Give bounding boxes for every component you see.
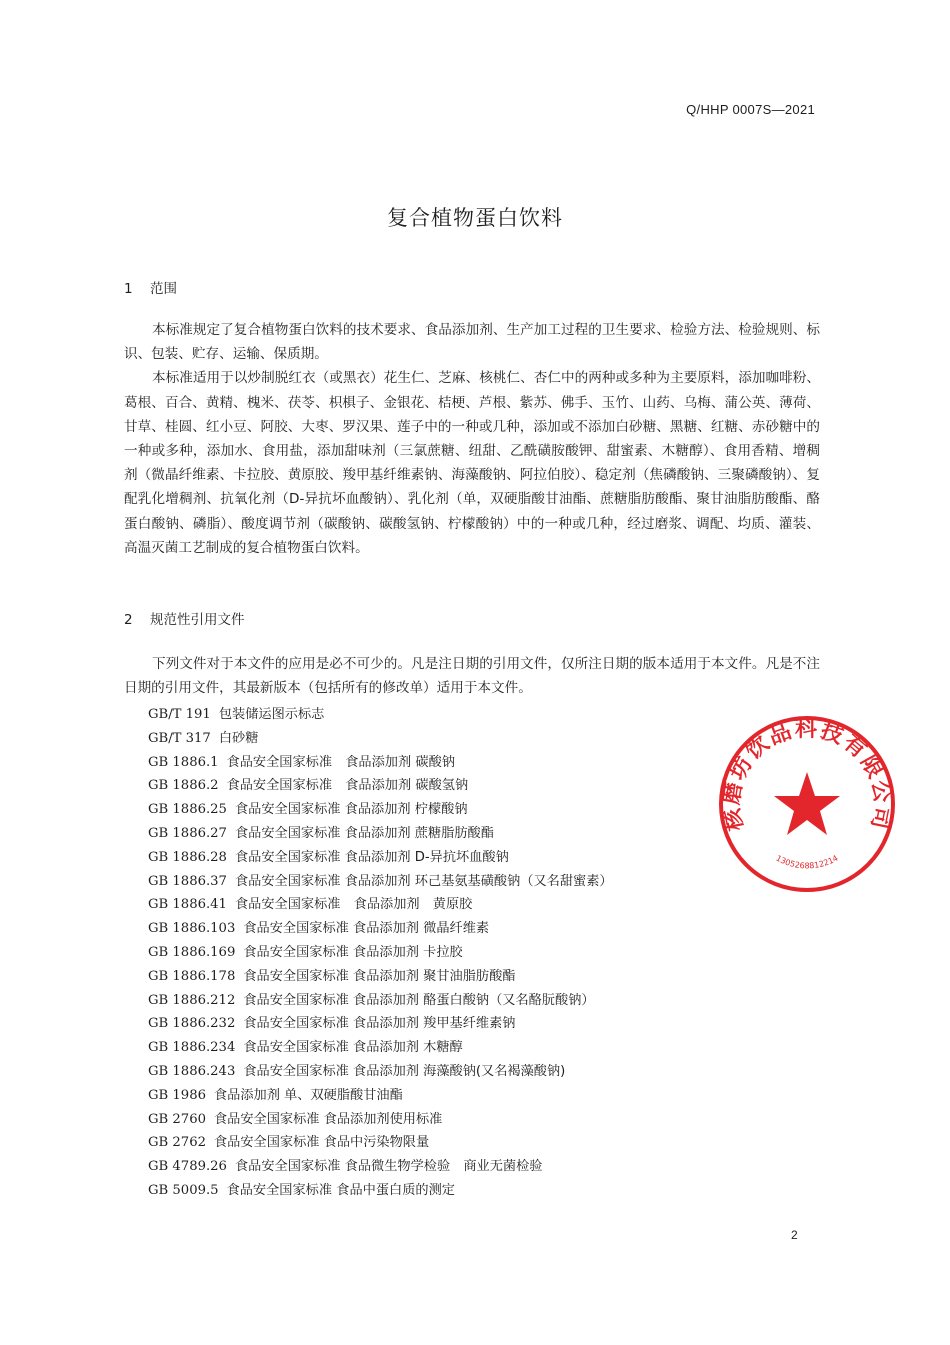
company-seal — [715, 712, 899, 896]
reference-title: 食品添加剂 单、双硬脂酸甘油酯 — [213, 1087, 403, 1103]
reference-title: 食品安全国家标准 食品添加剂 聚甘油脂肪酸酯 — [243, 968, 516, 984]
reference-code: GB 1886.103 — [148, 921, 236, 937]
reference-code: GB 2762 — [148, 1135, 206, 1151]
section-1-body — [124, 318, 820, 560]
section-2-heading — [124, 608, 245, 628]
reference-title: 食品安全国家标准 食品中蛋白质的测定 — [226, 1182, 455, 1198]
reference-title: 食品安全国家标准 食品添加剂 碳酸钠 — [226, 754, 455, 770]
page-number: 2 — [791, 1228, 798, 1242]
section-1-heading — [124, 277, 177, 297]
reference-item — [148, 751, 613, 775]
reference-title: 食品安全国家标准 食品添加剂 环己基氨基磺酸钠（又名甜蜜素） — [234, 873, 613, 889]
reference-item — [148, 917, 613, 941]
document-title: 复合植物蛋白饮料 — [387, 206, 563, 230]
reference-title: 食品安全国家标准 食品添加剂 木糖醇 — [243, 1040, 463, 1056]
reference-item — [148, 822, 613, 846]
reference-item — [148, 870, 613, 894]
reference-item — [148, 1108, 613, 1132]
reference-code: GB 1886.178 — [148, 968, 236, 984]
reference-title: 食品安全国家标准 食品微生物学检验 商业无菌检验 — [234, 1159, 543, 1175]
reference-code: GB 1886.28 — [148, 849, 227, 865]
reference-code: GB 1886.41 — [148, 897, 227, 913]
reference-title: 食品安全国家标准 食品添加剂 碳酸氢钠 — [226, 778, 469, 794]
reference-title: 食品安全国家标准 食品中污染物限量 — [213, 1135, 430, 1151]
reference-title: 食品安全国家标准 食品添加剂 卡拉胶 — [243, 944, 463, 960]
reference-code: GB 1886.25 — [148, 802, 227, 818]
seal-number: 1305268812214 — [774, 853, 840, 871]
reference-title: 食品安全国家标准 食品添加剂 D-异抗坏血酸钠 — [234, 849, 509, 865]
reference-item — [148, 1060, 613, 1084]
paragraph: 本标准规定了复合植物蛋白饮料的技术要求、食品添加剂、生产加工过程的卫生要求、检验方法、检验规则、标识、包装、贮存、运输、保质期。 — [124, 322, 820, 363]
reference-item — [148, 846, 613, 870]
reference-code: GB 1886.234 — [148, 1040, 236, 1056]
star-icon — [774, 772, 840, 835]
paragraph: 本标准适用于以炒制脱红衣（或黑衣）花生仁、芝麻、核桃仁、杏仁中的两种或多种为主要原料，添加咖啡粉、葛根、百合、黄精、槐米、茯苓、枳椇子、金银花、桔梗、芦根、紫苏、佛手、玉竹、山药、乌梅、蒲公英、薄荷、甘草、桂圆、红小豆、阿胶、大枣、罗汉果、莲子中的一种或几种，添加或不添加白砂糖、黑糖、红糖、赤砂糖中的一种或多种，添加水、食用盐，添加甜味剂（三氯蔗糖、纽甜、乙酰磺胺酸钾、甜蜜素、木糖醇）、食用香精、增稠剂（微晶纤维素、卡拉胶、黄原胶、羧甲基纤维素钠、海藻酸钠、阿拉伯胶）、稳定剂（焦磷酸钠、三聚磷酸钠）、复配乳化增稠剂、抗氧化剂（D-异抗坏血酸钠）、乳化剂（单，双硬脂酸甘油酯、蔗糖脂肪酸酯、聚甘油脂肪酸酯、酪蛋白酸钠、磷脂）、酸度调节剂（碳酸钠、碳酸氢钠、柠檬酸钠）中的一种或几种，经过磨浆、调配、均质、灌装、高温灭菌工艺制成的复合植物蛋白饮料。 — [124, 370, 820, 556]
reference-title: 食品安全国家标准 食品添加剂使用标准 — [213, 1111, 443, 1127]
reference-title: 白砂糖 — [218, 730, 259, 746]
section-2-intro — [124, 652, 820, 700]
reference-code: GB 1886.212 — [148, 992, 236, 1008]
reference-item — [148, 941, 613, 965]
reference-item — [148, 965, 613, 989]
reference-item — [148, 798, 613, 822]
reference-item — [148, 1036, 613, 1060]
reference-code: GB/T 317 — [148, 730, 211, 746]
reference-item — [148, 1084, 613, 1108]
reference-title: 食品安全国家标准 食品添加剂 微晶纤维素 — [243, 921, 490, 937]
reference-code: GB 1886.243 — [148, 1063, 236, 1079]
reference-item — [148, 1179, 613, 1203]
reference-code: GB 1886.169 — [148, 944, 236, 960]
reference-item — [148, 774, 613, 798]
reference-list — [148, 703, 613, 1203]
reference-item — [148, 703, 613, 727]
reference-title: 食品安全国家标准 食品添加剂 柠檬酸钠 — [234, 802, 468, 818]
reference-code: GB 4789.26 — [148, 1159, 227, 1175]
document-code: Q/HHP 0007S—2021 — [686, 102, 815, 117]
reference-code: GB 1886.27 — [148, 825, 227, 841]
reference-code: GB 5009.5 — [148, 1182, 219, 1198]
reference-code: GB 2760 — [148, 1111, 206, 1127]
section-number: 1 — [124, 281, 133, 297]
section-title: 规范性引用文件 — [150, 612, 245, 628]
reference-item — [148, 1012, 613, 1036]
reference-title: 食品安全国家标准 食品添加剂 黄原胶 — [234, 897, 473, 913]
reference-code: GB/T 191 — [148, 707, 211, 722]
reference-code: GB 1886.1 — [148, 754, 219, 770]
reference-code: GB 1886.37 — [148, 873, 227, 889]
reference-item — [148, 727, 613, 751]
reference-title: 食品安全国家标准 食品添加剂 羧甲基纤维素钠 — [243, 1016, 516, 1032]
reference-code: GB 1886.232 — [148, 1016, 236, 1032]
section-number: 2 — [124, 612, 133, 628]
reference-title: 食品安全国家标准 食品添加剂 酪蛋白酸钠（又名酪朊酸钠） — [243, 992, 595, 1008]
reference-title: 食品安全国家标准 食品添加剂 蔗糖脂肪酸酯 — [234, 825, 494, 841]
reference-item — [148, 1131, 613, 1155]
section-title: 范围 — [150, 281, 177, 297]
reference-title: 食品安全国家标准 食品添加剂 海藻酸钠(又名褐藻酸钠) — [243, 1063, 566, 1079]
reference-item — [148, 1155, 613, 1179]
reference-item — [148, 893, 613, 917]
reference-code: GB 1886.2 — [148, 778, 219, 794]
reference-code: GB 1986 — [148, 1087, 206, 1103]
reference-item — [148, 989, 613, 1013]
seal-text: 核磨坊饮品科技有限公司 — [719, 717, 895, 833]
reference-title: 包装储运图示标志 — [218, 707, 325, 722]
paragraph: 下列文件对于本文件的应用是必不可少的。凡是注日期的引用文件，仅所注日期的版本适用于本文件。凡是不注日期的引用文件，其最新版本（包括所有的修改单）适用于本文件。 — [124, 656, 820, 697]
